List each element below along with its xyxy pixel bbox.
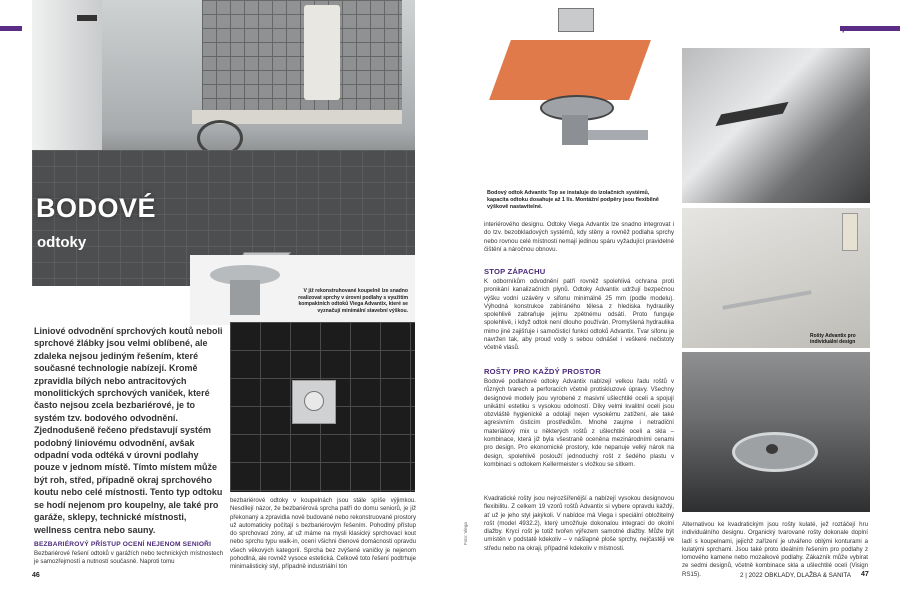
dark-floor-photo <box>682 48 870 203</box>
right-page <box>450 0 900 592</box>
lead-paragraph: Liniové odvodnění sprchových koutů neboli sprchové žlábky jsou velmi oblíbené, ale zdaleka nejsou jediným řešením, které současné technologie nabízejí. Kromě zpravidla bílých nebo antracitových monolitických sprchových vaniček, které často nejsou zcela bezbariérové, je to systém tzv. bodového odvodnění. Zjednodušeně řečeno představují systém podobný liniovému odvodnění, avšak odpadní voda odtéká v úrovni podlahy pouze v jednom místě. Tímto místem může být roh, střed, případně okraj sprchového koutu nebo celé místnosti. Tento typ odtoku se hodí nejenom pro koupelny, ale také pro garáže, sklepy, technické místnosti, wellness centra nebo sauny. <box>34 326 223 535</box>
section-heading-stop-odor: STOP ZÁPACHU <box>484 267 546 276</box>
intro-text: interiérového designu. Odtoky Viega Advantix lze snadno integrovat i do tzv. bezobkladových systémů, kdy stěny a rovněž podlaha sprchy nebo rovnou celé místnosti nemají jedinou spáru vyžadující pravidelné čištění a náročnou obnovu. <box>484 221 674 253</box>
section-tag: praxe <box>842 23 865 33</box>
bottom-column2: Alternativou ke kvadratickým jsou rošty kulaté, jež roztáčejí hru individuálního designu. Organický tvarované rošty dokonale doplní ladí s koupelnami, jejichž zařízení je utvářeno oblými konturami a kulatými sprchami. Jsou také proto ideálním řešením pro podlahy z lomového kamene nebo mozaikové podlahy. Zákazník může vybírat ze sedmi designů, včetně kombinace skla a ušlechtilé oceli (Visign RS15). <box>682 521 868 578</box>
section-text-grates: Bodové podlahové odtoky Advantix nabízejí velkou řadu roštů v různých tvarech a perforacích včetně protiskluzové úpravy. Všechny designové modely jsou vyrobené z masivní ušlechtilé oceli a spojují unikátní estetiku s vysokou odolností. Díky velmi kvalitní oceli jsou obzvláště hygienické a odolají nejen vysokému zatížení, ale také agresivním čisticím prostředkům. Mnohé zaujme i netradiční materiálový mix u některých roštů z ušlechtilé oceli a skla – kombinace, která již byla všestraně oceněna mezinárodními cenami pro design. Pro ekonomické prostory, kde nepanuje velký nárok na design, spolehlivě poslouží jednoduchý rošt z šedého plastu v kombinaci s odtokem Kellermeister s vložkou se sítkem. <box>484 378 674 468</box>
hero-caption: V již rekonstruhované koupelně lze snadno realizovat sprchy v úrovni podlahy s využitím kompaktních odtoků Viega Advantix, které se vyznačují minimální stavební výškou. <box>298 288 408 314</box>
footer-text: 2 | 2022 OBKLADY, DLAŽBA & SANITA <box>740 572 851 579</box>
page-number-left: 46 <box>32 572 40 579</box>
bottom-column1: Kvadratické rošty jsou nejrozšířenější a nabízejí vysokou designovou flexibilitu. Z celkem 19 vzorů roštů Advantix si vybere opravdu každý, ať už je jeho styl jakýkoli. V nabídce má Viega i speciální obložitelný rošt (model 4932.2), který umožňuje dokonalou integraci do okolní dlažby. Krycí rošt je totiž tvořen výřezem samotné dlažby. Může být umístěn v podstatě kdekoliv – v nášlapné ploše sprchy, nejčastěji ve středu nebo na okraji, případně kdekoliv v místnosti. <box>484 495 674 552</box>
page-number-right: 47 <box>861 571 869 578</box>
page-title: BODOVÉ <box>36 193 157 223</box>
square-drain-photo <box>230 322 415 492</box>
section-heading-barrier-free: BEZBARIÉROVÝ PŘÍSTUP OCENÍ NEJENOM SENIOŘI <box>34 541 212 548</box>
product-caption: Bodový odtok Advantix Top se instaluje do izolačních systémů, kapacita odtoku dosahuje až 1 l/s. Montážní podpěry jsou flexibilně výškově nastavitelné. <box>487 190 659 210</box>
side-caption: Rošty Advantix pro individuální design <box>810 333 856 345</box>
column2-text: bezbariérové odtoky v koupelnách jsou stále spíše výjimkou. Nesdílejí názor, že bezbariérová sprcha patří do domu seniorů, je již překonaný a zpravidla nově budované nebo rekonstruované prostory už automaticky počítají s bezbariérovým řešením. Pohodlný přístup do sprchovací zóny, ať už máme na mysli klasický sprchovací kout nebo sprchu typu walk-in, ocení všichni členové domácnosti opravdu všech věkových kategorií. Sprcha bez zvýšené vaničky je nejenom pohodlná, ale rovněž vysoce estetická. Celkově toto řešení podtrhuje minimalistický styl, případně industriální tón <box>230 497 416 571</box>
section-heading-grates: ROŠTY PRO KAŽDÝ PROSTOR <box>484 367 601 376</box>
photo-credit: Foto: Viega <box>463 522 468 545</box>
accent-bar <box>0 26 22 31</box>
section-text-stop-odor: K odborníkům odvodnění patří rovněž spolehlivá ochrana proti pronikání kanalizačních plynů. Odtoky Advantix udržují bezpečnou výšku vodní uzávěry v sifonu minimálně 25 mm (podle modelu). Výhodná konstrukce zabíráného tělesa z hlediska hydrauliky spolehlivě zabraňuje jejímu zpětnému odsátí. Proto funguje spolehlivě, i když odtok není dlouho používán. Promyšlená hydraulika mimo jiné zajišťuje i samočisticí funkci odtoků Advantix. Tvar sifonu je navržen tak, aby proud vody s sebou odnášel i veškeré nečistoty včetně vlasů. <box>484 278 674 352</box>
hero-bathroom-photo <box>32 0 415 286</box>
round-grate-photo <box>682 352 870 512</box>
drain-exploded-photo <box>470 0 670 185</box>
section-text-barrier-free: Bezbariérové řešení odtoků v garážích nebo technických místnostech je samozřejmostí a nutností současně. Naproti tomu <box>34 550 223 566</box>
page-subtitle: odtoky <box>37 234 87 251</box>
stone-floor-photo <box>682 208 870 348</box>
